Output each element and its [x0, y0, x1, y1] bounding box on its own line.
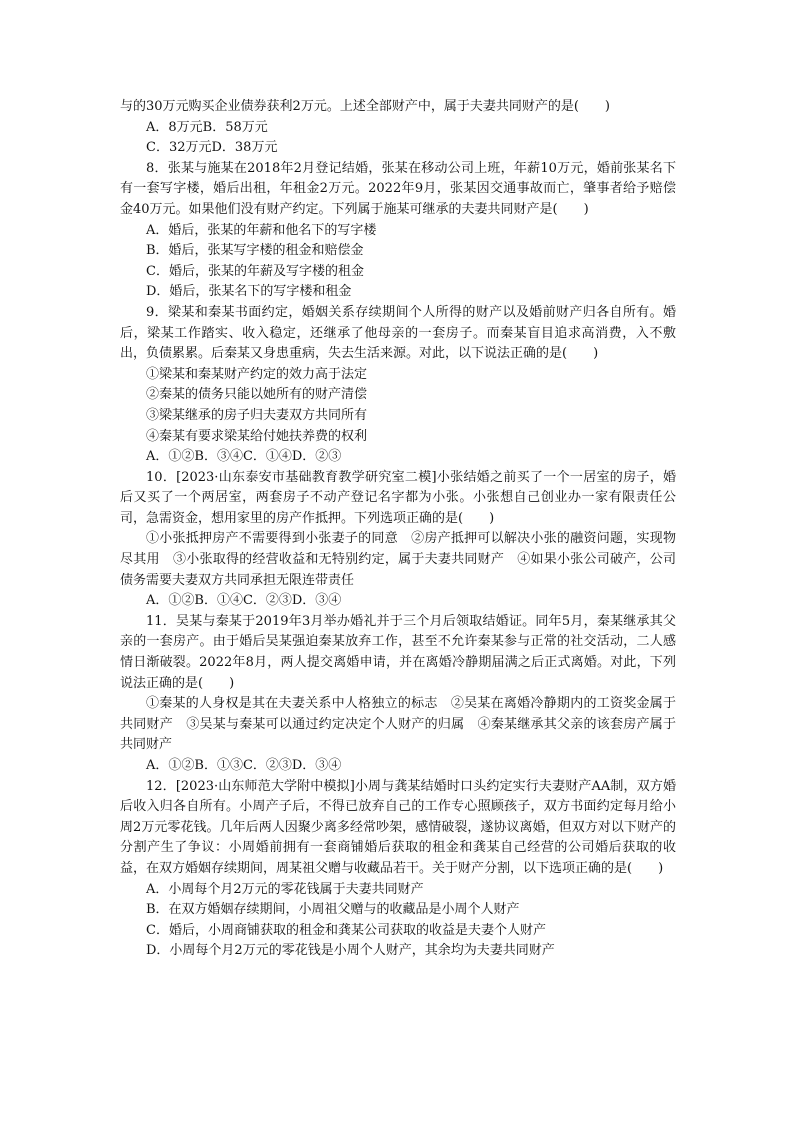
question-12-stem: 12．[2023·山东师范大学附中模拟]小周与龚某结婚时口头约定实行夫妻财产AA制，双方婚后收入归各自所有。小周产子后，不得已放弃自己的工作专心照顾孩子，双方书面约定每月给小周2万元零花钱。几年后两人因聚少离多经常吵架，感情破裂，遂协议离婚，但双方对以下财产的分割产生了争议：小周婚前拥有一套商铺婚后获取的租金和龚某自己经营的公司婚后获取的收益，在双方婚姻存续期间，周某祖父赠与收藏品若干。关于财产分割，以下选项正确的是( ) — [120, 778, 676, 876]
question-8-option-a: A．婚后，张某的年薪和他名下的写字楼 — [146, 222, 377, 238]
question-10-choices: ①小张抵押房产不需要得到小张妻子的同意 ②房产抵押可以解决小张的融资问题，实现物尽其用 ③小张取得的经营收益和无特别约定，属于夫妻共同财产 ④如果小张公司破产，公司债务需要夫妻双方共同承担无限连带责任 — [120, 531, 676, 588]
question-12-option-d: D．小周每个月2万元的零花钱是小周个人财产，其余均为夫妻共同财产 — [146, 943, 555, 959]
question-7-tail: 与的30万元购买企业债券获利2万元。上述全部财产中，属于夫妻共同财产的是( ) — [120, 99, 610, 114]
question-9-choice-2: ②秦某的债务只能以她所有的财产清偿 — [146, 387, 368, 403]
document-page — [120, 97, 676, 962]
question-9-choice-1: ①梁某和秦某财产约定的效力高于法定 — [146, 366, 368, 382]
question-11-stem: 11．吴某与秦某于2019年3月举办婚礼并于三个月后领取结婚证。同年5月，秦某继承其父亲的一套房产。由于婚后吴某强迫秦某放弃工作，甚至不允许秦某参与正常的社交活动，二人感情日渐破裂。2022年8月，两人提交离婚申请，并在离婚冷静期届满之后正式离婚。对此，下列说法正确的是( ) — [120, 613, 676, 691]
question-11-choices: ①秦某的人身权是其在夫妻关系中人格独立的标志 ②吴某在离婚冷静期内的工资奖金属于共同财产 ③吴某与秦某可以通过约定决定个人财产的归属 ④秦某继承其父亲的该套房产属于共同财产 — [120, 696, 676, 753]
question-10-stem: 10．[2023·山东泰安市基础教育教学研究室二模]小张结婚之前买了一个一居室的房子，婚后又买了一个两居室，两套房子不动产登记名字都为小张。小张想自己创业办一家有限责任公司，急需资金，想用家里的房产作抵押。下列选项正确的是( ) — [120, 469, 676, 526]
question-8-option-c: C．婚后，张某的年薪及写字楼的租金 — [146, 263, 364, 279]
question-9-choice-3: ③梁某继承的房子归夫妻双方共同所有 — [146, 407, 368, 423]
question-10-answer-options: A．①②B．①④C．②③D．③④ — [146, 593, 342, 609]
question-9-stem: 9．梁某和秦某书面约定，婚姻关系存续期间个人所得的财产以及婚前财产归各自所有。婚后，梁某工作踏实、收入稳定，还继承了他母亲的一套房子。而秦某盲目追求高消费，入不敷出，负债累累。后秦某又身患重病，失去生活来源。对此，以下说法正确的是( ) — [120, 304, 676, 362]
question-7-option-row: C．32万元D．38万元 — [146, 140, 278, 156]
question-12-option-a: A．小周每个月2万元的零花钱属于夫妻共同财产 — [146, 881, 424, 897]
question-12-option-c: C．婚后，小周商铺获取的租金和龚某公司获取的收益是夫妻个人财产 — [146, 922, 546, 938]
question-9-choice-4: ④秦某有要求梁某给付她扶养费的权利 — [146, 428, 368, 444]
question-9-answer-options: A．①②B．③④C．①④D．②③ — [146, 449, 342, 465]
question-8-option-b: B．婚后，张某写字楼的租金和赔偿金 — [146, 243, 364, 259]
question-7-option-row: A．8万元B．58万元 — [146, 119, 268, 135]
question-8-option-d: D．婚后，张某名下的写字楼和租金 — [146, 284, 352, 300]
question-11-answer-options: A．①②B．①③C．②③D．③④ — [146, 758, 342, 773]
question-12-option-b: B．在双方婚姻存续期间，小周祖父赠与的收藏品是小周个人财产 — [146, 902, 520, 918]
question-8-stem: 8．张某与施某在2018年2月登记结婚，张某在移动公司上班，年薪10万元，婚前张某名下有一套写字楼，婚后出租，年租金2万元。2022年9月，张某因交通事故而亡，肇事者给予赔偿金40万元。如果他们没有财产约定。下列属于施某可继承的夫妻共同财产是( ) — [120, 160, 676, 217]
